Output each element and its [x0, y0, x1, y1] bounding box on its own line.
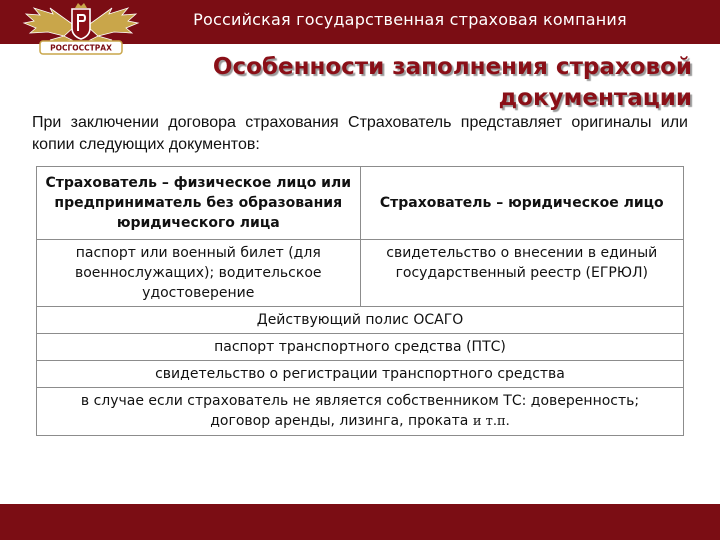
shield-icon — [72, 9, 90, 39]
table-row — [37, 334, 684, 361]
logo-text: РОСГОССТРАХ — [50, 43, 112, 53]
rosgosstrakh-logo-icon — [20, 2, 142, 58]
documents-table — [36, 166, 684, 436]
eagle-left-wing — [24, 8, 75, 42]
page-title — [132, 52, 692, 114]
cell-osago: Действующий полис ОСАГО — [37, 307, 684, 334]
non-owner-line1: в случае если страхователь не является собственником ТС: доверенность; — [80, 393, 640, 409]
page-title-line1: Особенности заполнения страховой — [212, 54, 692, 80]
table-row — [37, 361, 684, 388]
table-row — [37, 307, 684, 334]
header-individual: Страхователь – физическое лицо или предприниматель без образования юридического лица — [37, 167, 361, 240]
cell-pts: паспорт транспортного средства (ПТС) — [37, 334, 684, 361]
header-legal-entity: Страхователь – юридическое лицо — [360, 167, 684, 240]
footer-bar — [0, 504, 720, 540]
table-row — [37, 388, 684, 436]
table-header-row — [37, 167, 684, 240]
cell-legal-docs: свидетельство о внесении в единый государственный реестр (ЕГРЮЛ) — [360, 240, 684, 307]
intro-paragraph: При заключении договора страхования Страхователь представляет оригиналы или копии следующих документов: — [32, 114, 688, 153]
non-owner-line2 — [41, 411, 679, 432]
page-title-line2: документации — [498, 85, 692, 111]
eagle-right-wing — [87, 8, 138, 42]
table-row — [37, 240, 684, 307]
cell-non-owner — [37, 388, 684, 436]
non-owner-line2-main: договор аренды, лизинга, проката — [210, 413, 469, 429]
cell-registration: свидетельство о регистрации транспортного средства — [37, 361, 684, 388]
crown-icon — [75, 3, 87, 8]
company-name: Российская государственная страховая компания — [193, 10, 627, 29]
non-owner-line2-suffix: и т.п. — [472, 414, 510, 429]
cell-individual-docs: паспорт или военный билет (для военнослужащих); водительское удостоверение — [37, 240, 361, 307]
